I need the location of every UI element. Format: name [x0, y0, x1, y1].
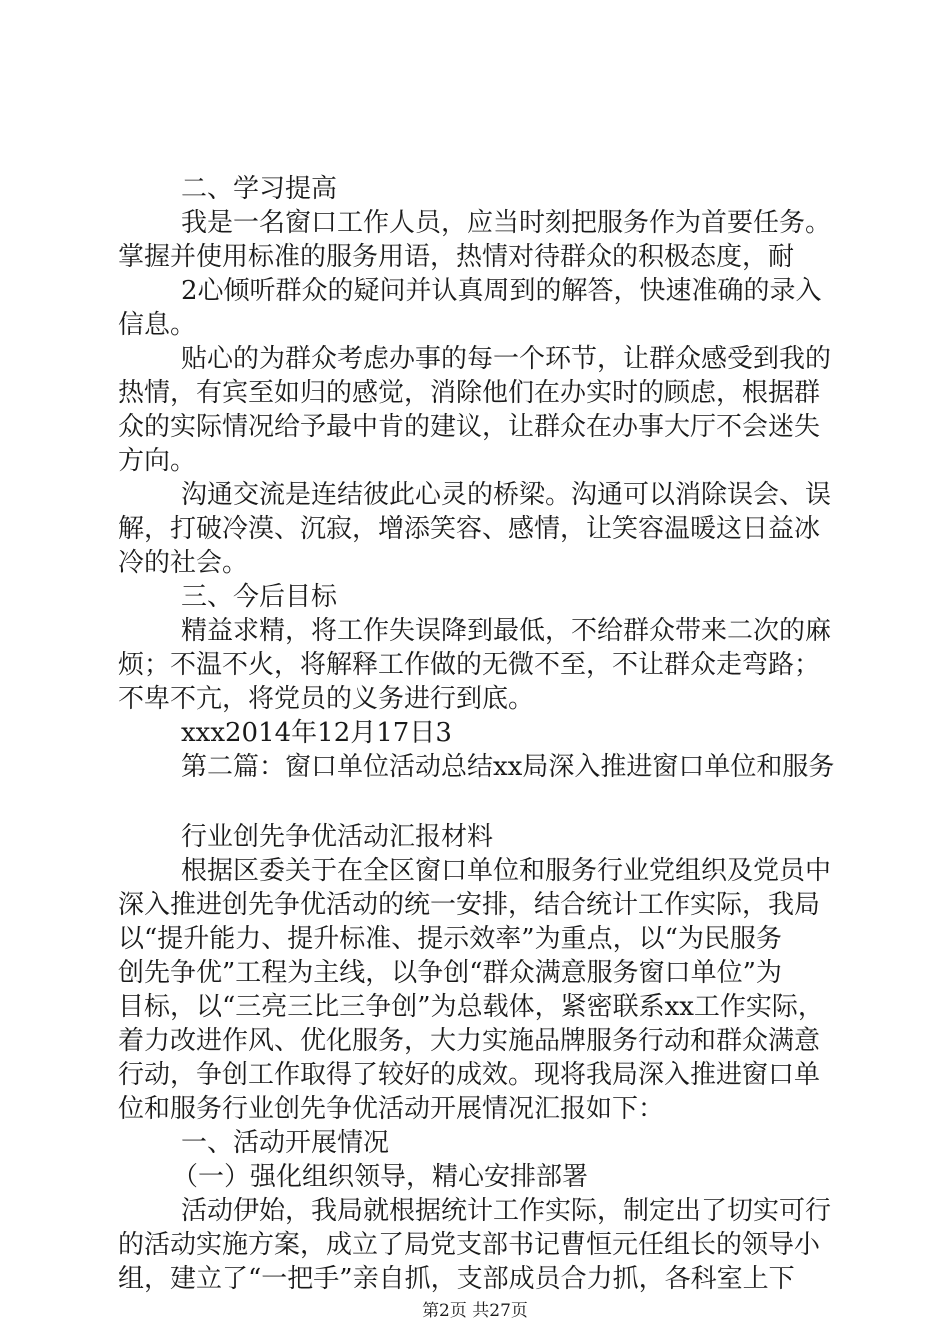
page-footer: 第2页 共27页 [422, 1301, 528, 1321]
text-line: 不卑不亢，将党员的义务进行到底。 [118, 684, 535, 714]
signature-date-line: xxx2014年12月17日3 [181, 718, 452, 748]
text-line: 烦；不温不火，将解释工作做的无微不至，不让群众走弯路； [118, 650, 821, 680]
text-line: 解，打破冷漠、沉寂，增添笑容、感情，让笑容温暖这日益冰 [118, 514, 821, 544]
text-line: 行动，争创工作取得了较好的成效。现将我局深入推进窗口单 [118, 1060, 821, 1090]
text-line: 的活动实施方案，成立了局党支部书记曹恒元任组长的领导小 [118, 1230, 821, 1260]
text-line: 沟通交流是连结彼此心灵的桥梁。沟通可以消除误会、误 [181, 480, 832, 510]
text-line: 目标，以“三亮三比三争创”为总载体，紧密联系xx工作实际， [118, 992, 824, 1022]
text-line: 掌握并使用标准的服务用语，热情对待群众的积极态度，耐 [118, 242, 795, 272]
text-line: 以“提升能力、提升标准、提示效率”为重点，以“为民服务 [118, 924, 782, 954]
text-line: 信息。 [118, 310, 197, 340]
text-line: 热情，有宾至如归的感觉，消除他们在办实时的顾虑，根据群 [118, 378, 821, 408]
subsection-heading: （一）强化组织领导，精心安排部署 [172, 1162, 589, 1192]
text-line: 2心倾听群众的疑问并认真周到的解答，快速准确的录入 [181, 276, 822, 306]
text-line: 着力改进作风、优化服务，大力实施品牌服务行动和群众满意 [118, 1026, 821, 1056]
text-line: 位和服务行业创先争优活动开展情况汇报如下： [118, 1094, 665, 1124]
section-heading: 二、学习提高 [181, 174, 338, 204]
chapter-title: 第二篇：窗口单位活动总结xx局深入推进窗口单位和服务 [181, 752, 835, 782]
text-line: 根据区委关于在全区窗口单位和服务行业党组织及党员中 [181, 856, 832, 886]
section-heading: 三、今后目标 [181, 582, 338, 612]
text-line: 方向。 [118, 446, 197, 476]
text-line: 我是一名窗口工作人员，应当时刻把服务作为首要任务。 [181, 208, 832, 238]
text-line: 贴心的为群众考虑办事的每一个环节，让群众感受到我的 [181, 344, 832, 374]
section-heading: 一、活动开展情况 [181, 1128, 390, 1158]
text-line: 组，建立了“一把手”亲自抓，支部成员合力抓，各科室上下 [118, 1264, 795, 1294]
text-line: 创先争优”工程为主线，以争创“群众满意服务窗口单位”为 [118, 958, 782, 988]
text-line: 冷的社会。 [118, 548, 249, 578]
text-line: 深入推进创先争优活动的统一安排，结合统计工作实际，我局 [118, 890, 821, 920]
text-line: 活动伊始，我局就根据统计工作实际，制定出了切实可行 [181, 1196, 832, 1226]
text-line: 众的实际情况给予最中肯的建议，让群众在办事大厅不会迷失 [118, 412, 821, 442]
chapter-title-continuation: 行业创先争优活动汇报材料 [181, 822, 494, 852]
text-line: 精益求精，将工作失误降到最低，不给群众带来二次的麻 [181, 616, 832, 646]
